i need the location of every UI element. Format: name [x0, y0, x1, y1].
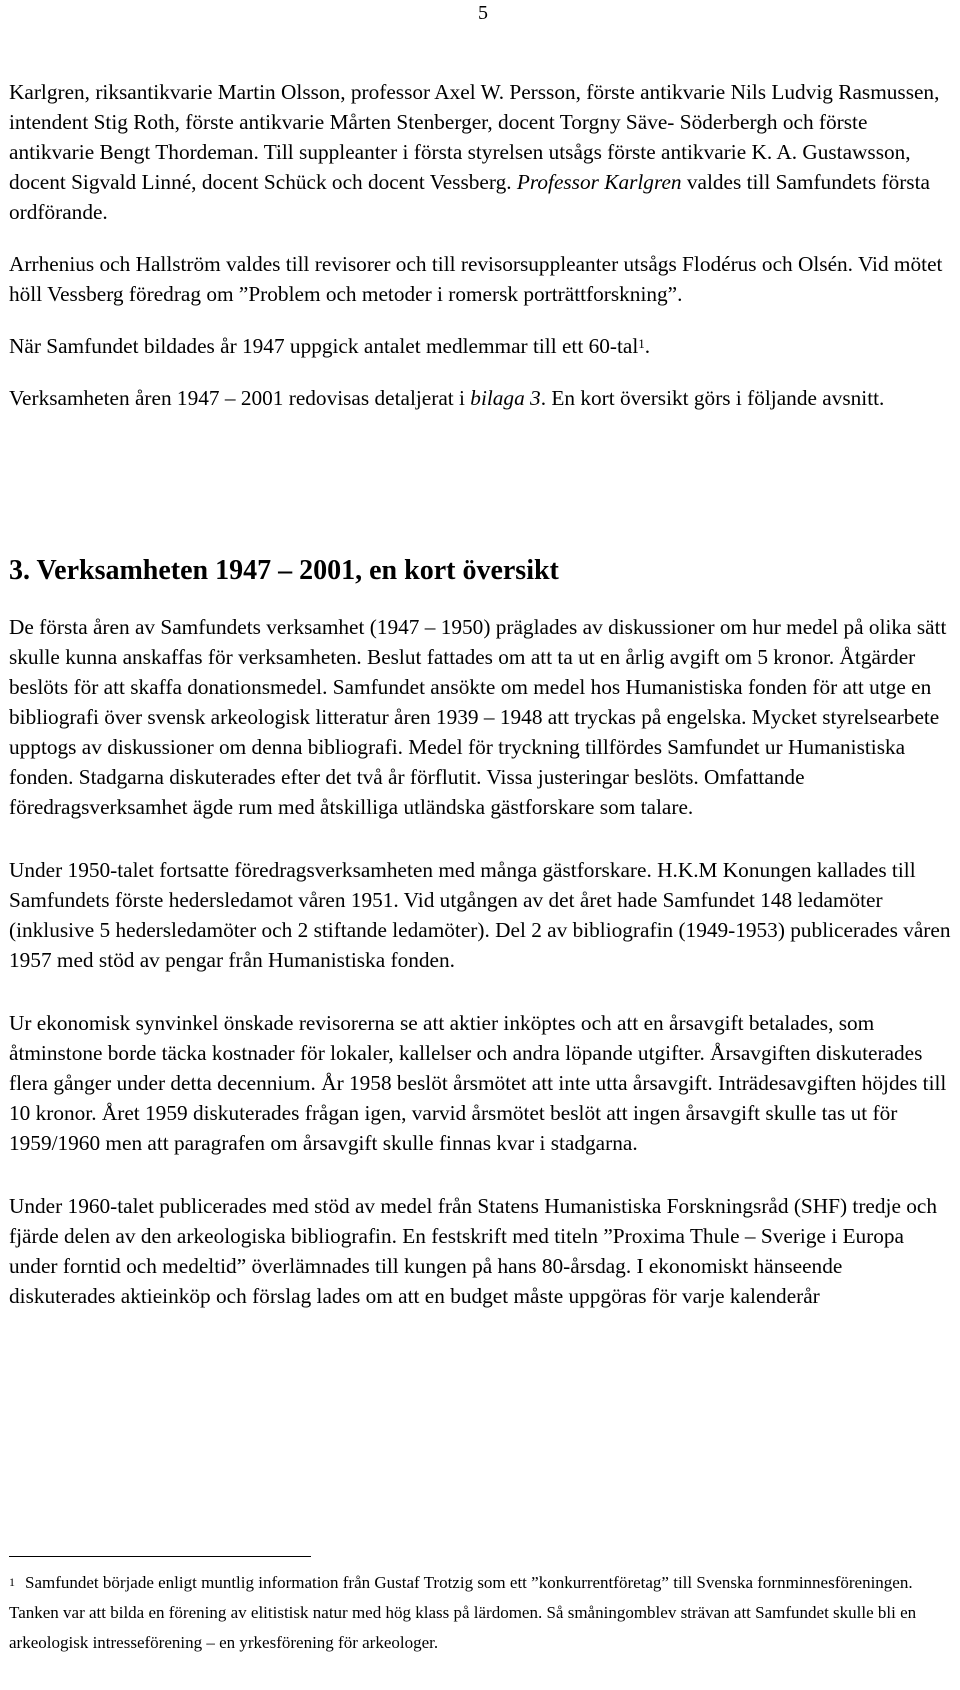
- overview-text-end: . En kort översikt görs i följande avsnitt.: [540, 386, 885, 410]
- chairman-italic: Professor Karlgren: [516, 170, 682, 194]
- section-heading: 3. Verksamheten 1947 – 2001, en kort översikt: [9, 555, 559, 586]
- board-text-end: valdes till Samfundets första ordförande.: [9, 170, 930, 224]
- footnote-separator: [9, 1556, 311, 1557]
- footnote-reference[interactable]: 1: [638, 336, 645, 351]
- intro-paragraph-auditors: Arrhenius och Hallström valdes till revisorer och till revisorsuppleanter utsågs Flodérus och Olsén. Vid mötet höll Vessberg föredrag om ”Problem och metoder i romersk porträttforskning”.: [9, 252, 943, 306]
- appendix-italic: bilaga 3: [470, 386, 541, 410]
- page-number: 5: [478, 2, 488, 24]
- footnote-text: Samfundet började enligt muntlig information från Gustaf Trotzig som ett ”konkurrentföretag” till Svenska fornminnesföreningen. Tanken var att bilda en förening av elitistisk natur med hög klass på lärdomen. Så småningomblev strävan att Samfundet skulle bli en arkeologisk intresseförening – en yrkesförening för arkeologer.: [9, 1573, 917, 1652]
- section-paragraph-1947-1950: De första åren av Samfundets verksamhet (1947 – 1950) präglades av diskussioner om hur medel på olika sätt skulle kunna anskaffas för verksamheten. Beslut fattades om att ta ut en årlig avgift om 5 kronor. Åtgärder beslöts för att skaffa donationsmedel. Samfundet ansökte om medel hos Humanistiska fonden för att utge en bibliografi över svensk arkeologisk litteratur åren 1939 – 1948 att tryckas på engelska. Mycket styrelsearbete upptogs av diskussioner om denna bibliografi. Medel för tryckning tillfördes Samfundet ur Humanistiska fonden. Stadgarna diskuterades efter det två år förflutit. Vissa justeringar beslöts. Omfattande föredragsverksamhet ägde rum med åtskilliga utländska gästforskare som talare.: [9, 615, 947, 819]
- intro-paragraph-board: [9, 77, 954, 227]
- members-text: När Samfundet bildades år 1947 uppgick antalet medlemmar till ett 60-tal: [9, 334, 639, 358]
- footnote: [9, 1568, 954, 1658]
- section-body: [9, 612, 954, 1311]
- members-text-end: .: [644, 334, 651, 358]
- intro-paragraph-members: [9, 331, 954, 361]
- board-text: Karlgren, riksantikvarie Martin Olsson, professor Axel W. Persson, förste antikvarie Nils Ludvig Rasmussen, intendent Stig Roth, förste antikvarie Mårten Stenberger, docent Torgny Säve- Söderbergh och förste antikvarie Bengt Thordeman. Till suppleanter i första styrelsen utsågs förste antikvarie K. A. Gustawsson, docent Sigvald Linné, docent Schück och docent Vessberg.: [9, 80, 940, 194]
- footnote-marker: 1: [9, 1575, 15, 1589]
- section-paragraph-1960s: Under 1960-talet publicerades med stöd av medel från Statens Humanistiska Forskningsråd (SHF) tredje och fjärde delen av den arkeologiska bibliografin. En festskrift med titeln ”Proxima Thule – Sverige i Europa under forntid och medeltid” överlämnades till kungen på hans 80-årsdag. I ekonomiskt hänseende diskuterades aktieinköp och förslag lades om att en budget måste uppgöras för varje kalenderår: [9, 1194, 937, 1308]
- intro-text: [9, 77, 954, 413]
- intro-paragraph-overview: [9, 383, 954, 413]
- section-paragraph-economy: Ur ekonomisk synvinkel önskade revisorerna se att aktier inköptes och att en årsavgift betalades, som åtminstone borde täcka kostnader för lokaler, kallelser och andra löpande utgifter. Årsavgiften diskuterades flera gånger under detta decennium. År 1958 beslöt årsmötet att inte utta årsavgift. Inträdesavgiften höjdes till 10 kronor. Året 1959 diskuterades frågan igen, varvid årsmötet beslöt att ingen årsavgift skulle tas ut för 1959/1960 men att paragrafen om årsavgift skulle finnas kvar i stadgarna.: [9, 1011, 947, 1155]
- section-paragraph-1950s: Under 1950-talet fortsatte föredragsverksamheten med många gästforskare. H.K.M Konungen kallades till Samfundets förste hedersledamot våren 1951. Vid utgången av det året hade Samfundet 148 ledamöter (inklusive 5 hedersledamöter och 2 stiftande ledamöter). Del 2 av bibliografin (1949-1953) publicerades våren 1957 med stöd av pengar från Humanistiska fonden.: [9, 858, 951, 972]
- overview-text: Verksamheten åren 1947 – 2001 redovisas detaljerat i: [9, 386, 471, 410]
